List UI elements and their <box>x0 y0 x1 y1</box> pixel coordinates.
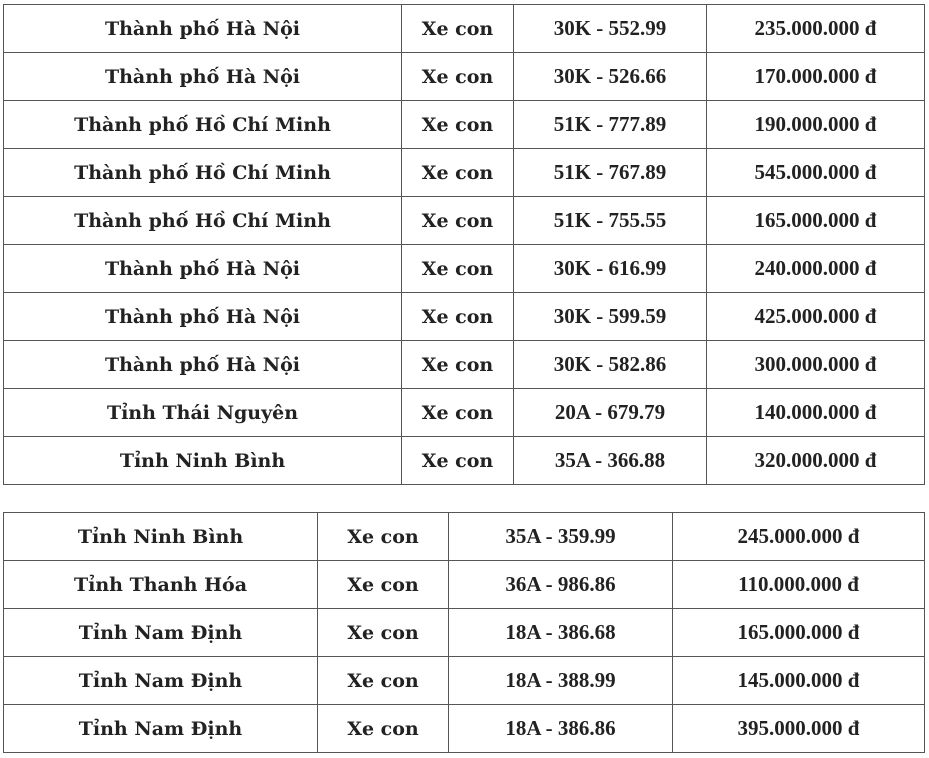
vehicle-type-cell: Xe con <box>402 389 514 437</box>
table-row <box>4 513 925 561</box>
province-cell: Thành phố Hà Nội <box>4 341 402 389</box>
table-row <box>4 197 925 245</box>
vehicle-type-cell: Xe con <box>318 609 449 657</box>
table-row <box>4 245 925 293</box>
plate-number-cell: 30K - 599.59 <box>514 293 707 341</box>
table-row <box>4 341 925 389</box>
plate-number-cell: 36A - 986.86 <box>449 561 673 609</box>
vehicle-type-cell: Xe con <box>402 101 514 149</box>
price-cell: 240.000.000 đ <box>707 245 925 293</box>
province-cell: Tỉnh Nam Định <box>4 657 318 705</box>
table-row <box>4 149 925 197</box>
plate-number-cell: 51K - 767.89 <box>514 149 707 197</box>
price-cell: 170.000.000 đ <box>707 53 925 101</box>
plate-number-cell: 35A - 359.99 <box>449 513 673 561</box>
plate-number-cell: 51K - 755.55 <box>514 197 707 245</box>
province-cell: Thành phố Hà Nội <box>4 293 402 341</box>
plate-number-cell: 30K - 526.66 <box>514 53 707 101</box>
plate-auction-table-1 <box>3 4 925 485</box>
province-cell: Thành phố Hà Nội <box>4 53 402 101</box>
province-cell: Tỉnh Thái Nguyên <box>4 389 402 437</box>
vehicle-type-cell: Xe con <box>318 513 449 561</box>
plate-number-cell: 18A - 386.86 <box>449 705 673 753</box>
province-cell: Tỉnh Thanh Hóa <box>4 561 318 609</box>
table-row <box>4 389 925 437</box>
province-cell: Tỉnh Nam Định <box>4 609 318 657</box>
price-cell: 190.000.000 đ <box>707 101 925 149</box>
price-cell: 110.000.000 đ <box>673 561 925 609</box>
vehicle-type-cell: Xe con <box>318 705 449 753</box>
table-row <box>4 101 925 149</box>
price-cell: 235.000.000 đ <box>707 5 925 53</box>
table-row <box>4 53 925 101</box>
vehicle-type-cell: Xe con <box>402 5 514 53</box>
province-cell: Thành phố Hà Nội <box>4 245 402 293</box>
vehicle-type-cell: Xe con <box>402 341 514 389</box>
price-cell: 425.000.000 đ <box>707 293 925 341</box>
vehicle-type-cell: Xe con <box>402 149 514 197</box>
plate-number-cell: 35A - 366.88 <box>514 437 707 485</box>
province-cell: Tỉnh Ninh Bình <box>4 513 318 561</box>
plate-number-cell: 30K - 616.99 <box>514 245 707 293</box>
price-cell: 245.000.000 đ <box>673 513 925 561</box>
plate-number-cell: 30K - 582.86 <box>514 341 707 389</box>
province-cell: Tỉnh Ninh Bình <box>4 437 402 485</box>
vehicle-type-cell: Xe con <box>402 53 514 101</box>
province-cell: Thành phố Hồ Chí Minh <box>4 149 402 197</box>
price-cell: 165.000.000 đ <box>673 609 925 657</box>
vehicle-type-cell: Xe con <box>318 657 449 705</box>
plate-number-cell: 30K - 552.99 <box>514 5 707 53</box>
price-cell: 300.000.000 đ <box>707 341 925 389</box>
table-2-body <box>4 513 925 753</box>
table-row <box>4 293 925 341</box>
plate-auction-table-2 <box>3 512 925 753</box>
price-cell: 140.000.000 đ <box>707 389 925 437</box>
price-cell: 545.000.000 đ <box>707 149 925 197</box>
vehicle-type-cell: Xe con <box>402 293 514 341</box>
plate-number-cell: 18A - 388.99 <box>449 657 673 705</box>
table-1-body <box>4 5 925 485</box>
province-cell: Thành phố Hồ Chí Minh <box>4 197 402 245</box>
plate-number-cell: 18A - 386.68 <box>449 609 673 657</box>
province-cell: Thành phố Hà Nội <box>4 5 402 53</box>
table-row <box>4 5 925 53</box>
province-cell: Thành phố Hồ Chí Minh <box>4 101 402 149</box>
province-cell: Tỉnh Nam Định <box>4 705 318 753</box>
vehicle-type-cell: Xe con <box>402 197 514 245</box>
vehicle-type-cell: Xe con <box>402 245 514 293</box>
price-cell: 145.000.000 đ <box>673 657 925 705</box>
table-row <box>4 657 925 705</box>
plate-number-cell: 20A - 679.79 <box>514 389 707 437</box>
vehicle-type-cell: Xe con <box>318 561 449 609</box>
price-cell: 165.000.000 đ <box>707 197 925 245</box>
table-row <box>4 609 925 657</box>
table-row <box>4 561 925 609</box>
plate-number-cell: 51K - 777.89 <box>514 101 707 149</box>
vehicle-type-cell: Xe con <box>402 437 514 485</box>
price-cell: 395.000.000 đ <box>673 705 925 753</box>
table-row <box>4 705 925 753</box>
table-row <box>4 437 925 485</box>
price-cell: 320.000.000 đ <box>707 437 925 485</box>
